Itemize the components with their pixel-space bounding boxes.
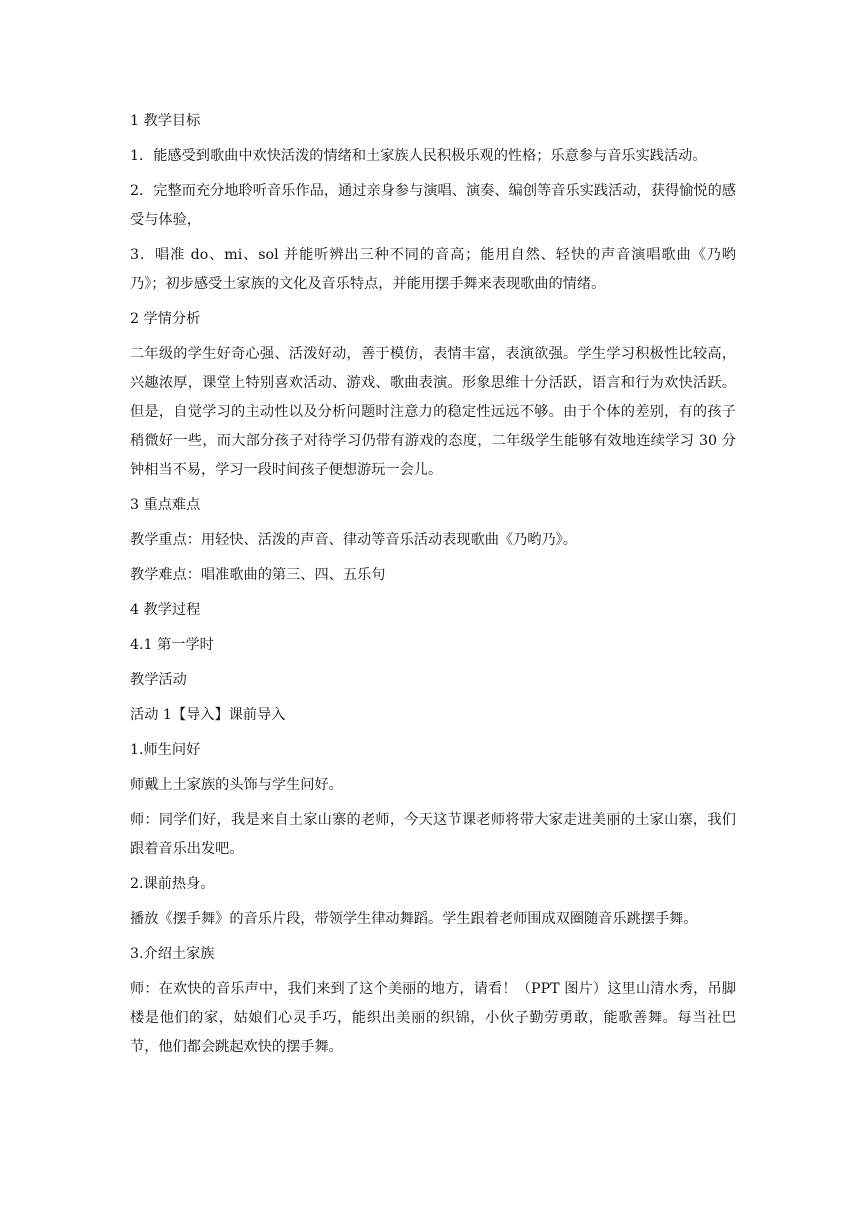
step-warmup-title: 2.课前热身。: [130, 876, 215, 892]
heading-student-analysis: 2 学情分析: [130, 311, 201, 327]
step-warmup-body: 播放《摆手舞》的音乐片段，带领学生律动舞蹈。学生跟着老师围成双圈随音乐跳摆手舞。: [130, 911, 698, 927]
student-analysis-body: 二年级的学生好奇心强、活泼好动，善于模仿，表情丰富，表演欲强。学生学习积极性比较高，兴趣浓厚，课堂上特别喜欢活动、游戏、歌曲表演。形象思维十分活跃，语言和行为欢快活跃。但是，自觉学习的主动性以及分析问题时注意力的稳定性远远不够。由于个体的差别，有的孩子稍微好一些，而大部分孩子对待学习仍带有游戏的态度，二年级学生能够有效地连续学习 30 分钟相当不易，学习一段时间孩子便想游玩一会儿。: [130, 346, 736, 478]
teacher-speech-1: 师：同学们好，我是来自土家山寨的老师，今天这节课老师将带大家走进美丽的土家山寨，我们跟着音乐出发吧。: [130, 812, 736, 857]
goal-item-1: 1．能感受到歌曲中欢快活泼的情绪和土家族人民积极乐观的性格；乐意参与音乐实践活动。: [130, 148, 707, 164]
step-greeting-body: 师戴上土家族的头饰与学生问好。: [130, 777, 343, 793]
step-intro-title: 3.介绍土家族: [130, 946, 215, 962]
heading-teaching-goals: 1 教学目标: [130, 113, 201, 129]
heading-key-points: 3 重点难点: [130, 497, 201, 513]
goal-item-2: 2．完整而充分地聆听音乐作品，通过亲身参与演唱、演奏、编创等音乐实践活动，获得愉悦的感受与体验，: [130, 183, 736, 228]
difficult-point: 教学难点：唱准歌曲的第三、四、五乐句: [130, 567, 386, 583]
activity-1-title: 活动 1【导入】课前导入: [130, 707, 286, 723]
key-point: 教学重点：用轻快、活泼的声音、律动等音乐活动表现歌曲《乃哟乃》。: [130, 532, 577, 548]
step-greeting-title: 1.师生问好: [130, 742, 201, 758]
subheading-teaching-activities: 教学活动: [130, 672, 187, 688]
goal-item-3: 3．唱准 do、mi、sol 并能听辨出三种不同的音高；能用自然、轻快的声音演唱歌曲《乃哟乃》；初步感受土家族的文化及音乐特点，并能用摆手舞来表现歌曲的情绪。: [130, 247, 736, 292]
heading-teaching-process: 4 教学过程: [130, 602, 201, 618]
subheading-first-lesson: 4.1 第一学时: [130, 637, 214, 653]
teacher-speech-2: 师：在欢快的音乐声中，我们来到了这个美丽的地方，请看！（PPT 图片）这里山清水秀，吊脚楼是他们的家，姑娘们心灵手巧，能织出美丽的织锦，小伙子勤劳勇敢，能歌善舞。每当社巴节，他们都会跳起欢快的摆手舞。: [130, 981, 736, 1055]
